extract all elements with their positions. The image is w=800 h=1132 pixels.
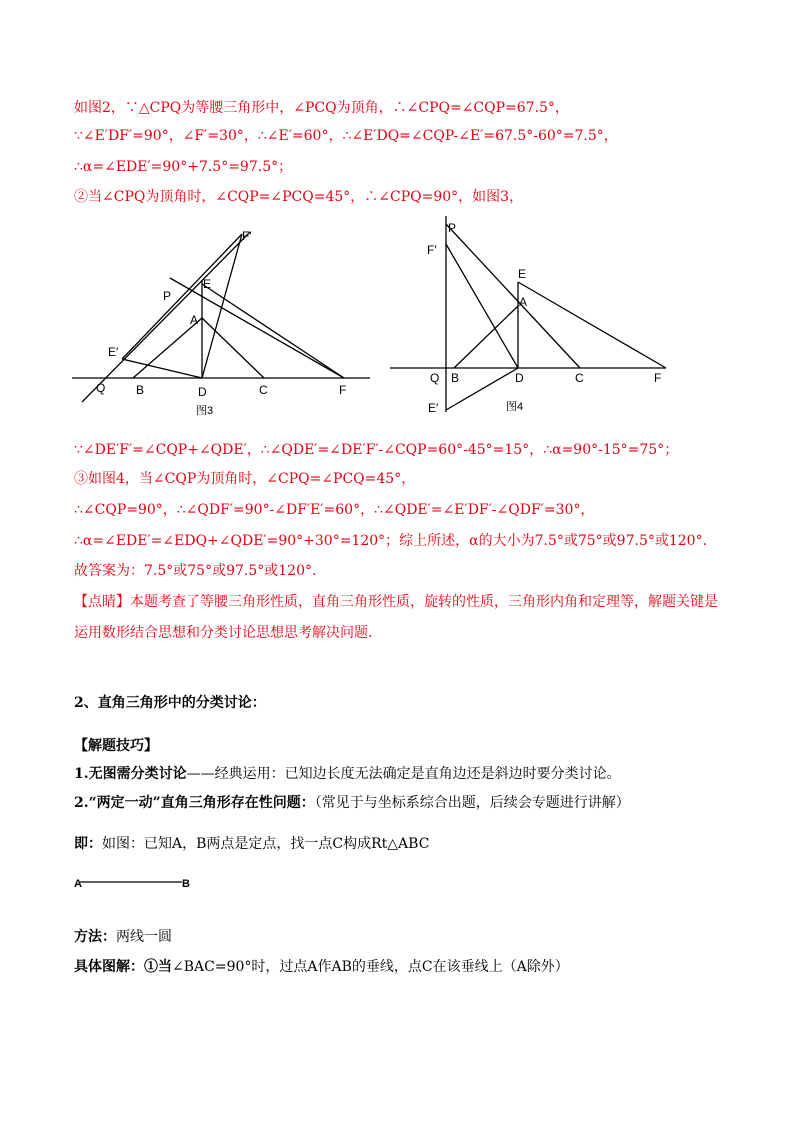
key-point-line-2: 运用数形结合思想和分类讨论思想思考解决问题. — [74, 625, 373, 641]
tip-2-text: （常见于与坐标系综合出题，后续会专题进行讲解） — [314, 795, 630, 811]
text-line-6: ③如图4，当∠CQP为顶角时，∠CPQ=∠PCQ=45°， — [74, 471, 416, 487]
text-line-7: ∴∠CQP=90°，∴∠QDF′=90°-∠DF′E′=60°，∴∠QDE′=∠E′DF′-∠QDF′=30°， — [74, 502, 595, 518]
method-text: 两线一圆 — [116, 929, 172, 945]
ji-line — [74, 834, 429, 854]
fig4-label-c: C — [575, 371, 584, 385]
tip-1 — [74, 764, 621, 784]
geometry-figures-svg — [70, 214, 690, 424]
fig3-label-b: B — [136, 383, 145, 397]
figures-row — [70, 214, 690, 424]
fig4-label-b: B — [451, 371, 460, 385]
tip-1-text: ——经典运用：已知边长度无法确定是直角边还是斜边时要分类讨论。 — [186, 766, 621, 782]
detail-label: 具体图解：①当 — [74, 959, 172, 975]
fig3-line-qp — [82, 232, 250, 402]
method-line — [74, 927, 172, 947]
fig3-label-a: A — [190, 313, 199, 327]
fig3-label-p: P — [163, 289, 172, 303]
segment-point-b: B — [182, 878, 190, 890]
fig4-label-d: D — [515, 371, 524, 385]
fig3-label-f-prime: F′ — [242, 229, 252, 243]
text-line-2: ∵∠E′DF′=90°，∠F′=30°，∴∠E′=60°，∴∠E′DQ=∠CQP-∠E′=67.5°-60°=7.5°， — [74, 128, 618, 144]
text-line-5: ∵∠DE′F′=∠CQP+∠QDE′，∴∠QDE′=∠DE′F′-∠CQP=60°-45°=15°，∴α=90°-15°=75°； — [74, 442, 679, 458]
segment-point-a: A — [74, 878, 82, 890]
fig3-label-c: C — [259, 383, 268, 397]
text-line-8: ∴α=∠EDE′=∠EDQ+∠QDE′=90°+30°=120°；综上所述，α的大小为7.5°或75°或97.5°或120°. — [74, 533, 708, 549]
fig3-segment-ef — [202, 284, 344, 378]
detail-text: ∠BAC=90°时，过点A作AB的垂线，点C在该垂线上（A除外） — [172, 959, 569, 975]
ji-label: 即： — [74, 836, 102, 852]
fig4-label-f-prime: F′ — [427, 243, 437, 257]
fig3-label-q: Q — [96, 381, 106, 395]
text-line-1: 如图2，∵△CPQ为等腰三角形中，∠PCQ为顶角，∴∠CPQ=∠CQP=67.5°， — [74, 100, 569, 116]
tip-2-title: 2.“两定一动”直角三角形存在性问题： — [74, 795, 315, 811]
fig3-segment-e2d — [122, 359, 202, 378]
fig4-label-e-prime: E′ — [428, 401, 439, 415]
fig4-caption: 图4 — [506, 401, 524, 413]
fig4-label-q: Q — [430, 371, 440, 385]
fig4-label-f: F — [654, 371, 662, 385]
tips-heading: 【解题技巧】 — [74, 738, 158, 754]
fig3-label-f: F — [339, 383, 347, 397]
method-label: 方法： — [74, 929, 116, 945]
fig3-segment-ba — [133, 318, 202, 378]
key-point-line-1: 【点睛】本题考查了等腰三角形性质，直角三角形性质，旋转的性质，三角形内角和定理等，解题关键是 — [74, 594, 718, 610]
tip-1-title: 1.无图需分类讨论 — [74, 766, 187, 782]
detail-line — [74, 957, 569, 977]
fig4-segment-ba — [454, 306, 518, 368]
text-line-3: ∴α=∠EDE′=90°+7.5°=97.5°； — [74, 159, 293, 175]
section-heading: 2、直角三角形中的分类讨论： — [74, 695, 266, 711]
fig4-label-p: P — [448, 221, 457, 235]
fig3-label-d: D — [198, 385, 207, 399]
text-line-4: ②当∠CPQ为顶角时，∠CQP=∠PCQ=45°，∴∠CPQ=90°，如图3， — [74, 189, 524, 205]
fig4-line-pc — [446, 224, 580, 368]
fig4-label-a: A — [519, 295, 528, 309]
fig3-label-e: E — [203, 277, 212, 291]
fig3-label-e-prime: E′ — [108, 345, 119, 359]
fig3-line-pc — [170, 278, 344, 378]
fig3-caption: 图3 — [196, 405, 214, 417]
tip-2 — [74, 793, 630, 813]
fig4-label-e: E — [518, 267, 527, 281]
ji-text: 如图：已知A，B两点是定点，找一点C构成Rt△ABC — [102, 836, 430, 852]
segment-ab-figure — [74, 872, 194, 892]
text-line-9: 故答案为：7.5°或75°或97.5°或120°. — [74, 563, 317, 579]
